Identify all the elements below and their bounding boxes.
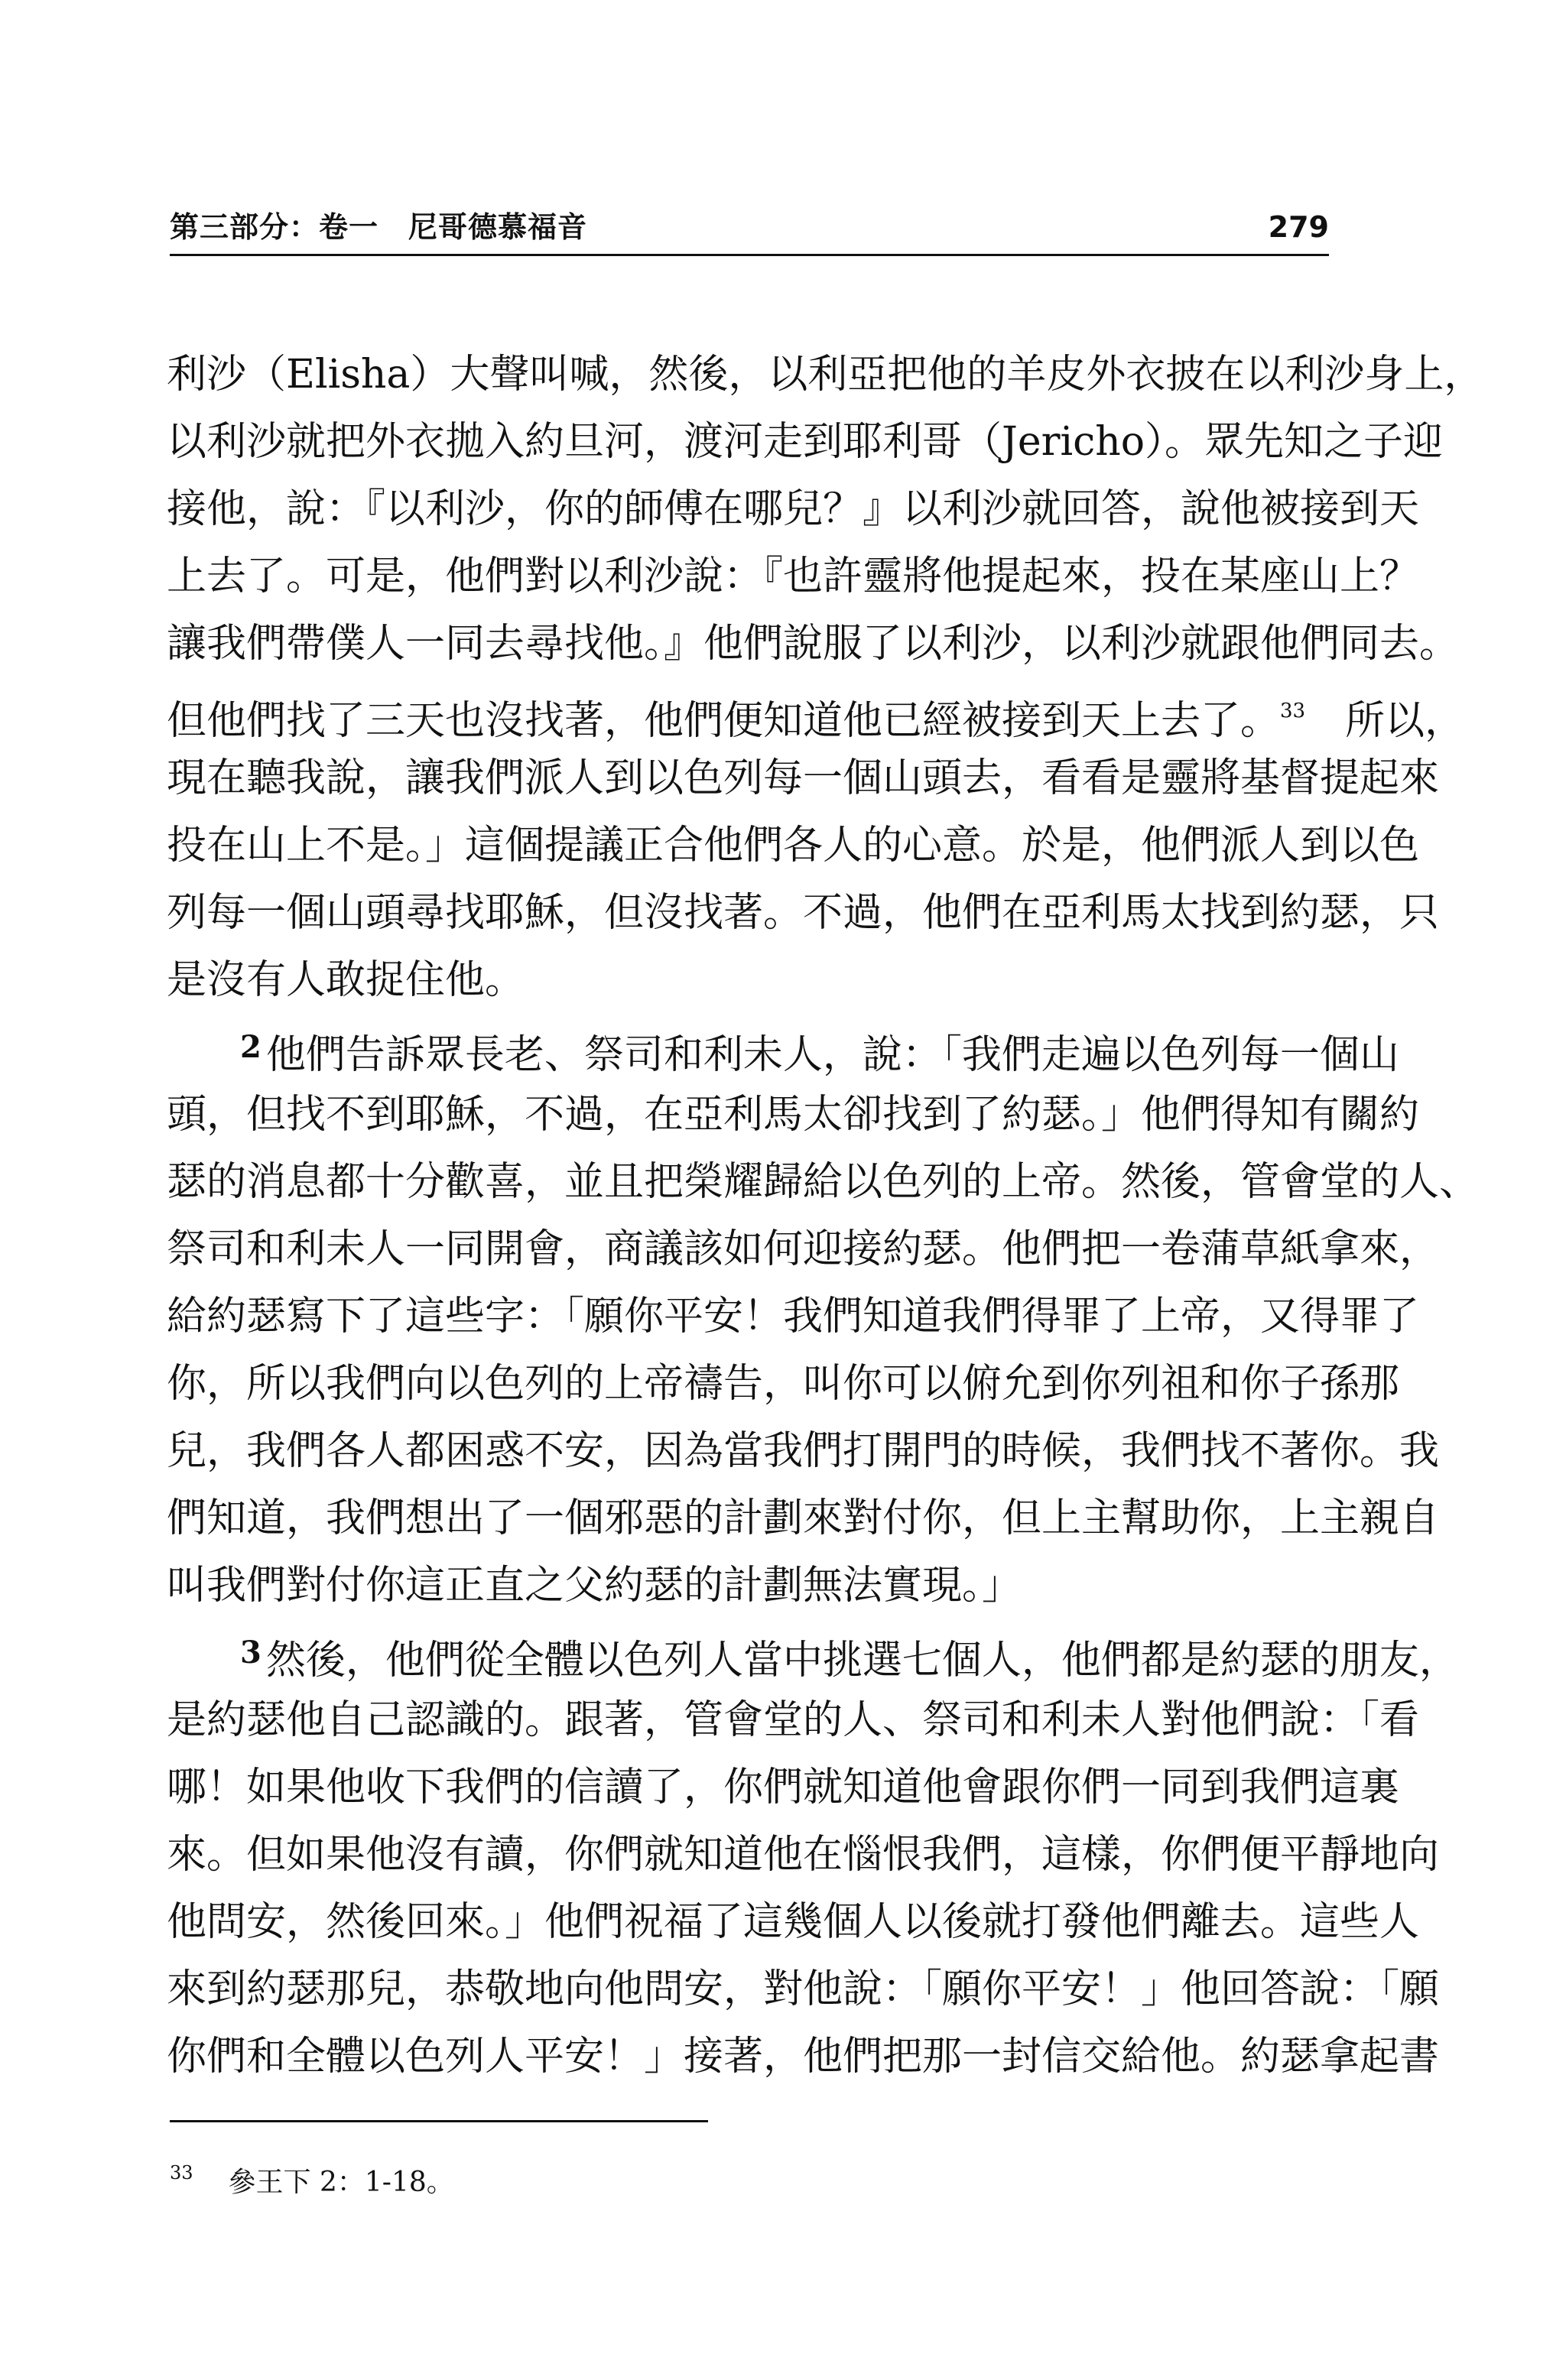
paragraph-3 bbox=[167, 1619, 1459, 2090]
text-line: 來。但如果他沒有讀，你們就知道他在惱恨我們，這樣，你們便平靜地向 bbox=[167, 1832, 1440, 1878]
text-segment: 但他們找了三天也沒找著，他們便知道他已經被接到天上去了。 bbox=[167, 698, 1281, 744]
text-line: 現在聽我說，讓我們派人到以色列每一個山頭去，看看是靈將基督提起來 bbox=[167, 755, 1440, 801]
text-line: 上去了。可是，他們對以利沙說：『也許靈將他提起來，投在某座山上？ bbox=[167, 554, 1420, 599]
text-line: 給約瑟寫下了這些字：「願你平安！我們知道我們得罪了上帝，又得罪了 bbox=[167, 1294, 1420, 1339]
page-number: 279 bbox=[1268, 210, 1329, 244]
text-line: 以利沙就把外衣拋入約旦河，渡河走到耶利哥（Jericho）。眾先知之子迎 bbox=[167, 419, 1444, 465]
text-line: 接他，說：『以利沙，你的師傅在哪兒？』以利沙就回答，說他被接到天 bbox=[167, 486, 1420, 532]
text-line: 投在山上不是。」這個提議正合他們各人的心意。於是，他們派人到以色 bbox=[167, 823, 1420, 869]
text-line: 來到約瑟那兒，恭敬地向他問安，對他說：「願你平安！」他回答說：「願 bbox=[167, 1966, 1440, 2012]
text-line: 利沙（Elisha）大聲叫喊，然後，以利亞把他的羊皮外衣披在以利沙身上， bbox=[167, 352, 1484, 398]
footnote bbox=[170, 2150, 454, 2206]
text-line: 哪！如果他收下我們的信讀了，你們就知道他會跟你們一同到我們這裏 bbox=[167, 1765, 1400, 1810]
text-line: 瑟的消息都十分歡喜，並且把榮耀歸給以色列的上帝。然後，管會堂的人、 bbox=[167, 1159, 1480, 1205]
paragraph-2 bbox=[167, 1014, 1480, 1619]
text-line: 們知道，我們想出了一個邪惡的計劃來對付你，但上主幫助你，上主親自 bbox=[167, 1495, 1440, 1541]
text-line: 讓我們帶僕人一同去尋找他。』他們說服了以利沙，以利沙就跟他們同去。 bbox=[167, 621, 1460, 667]
text-segment: 所以， bbox=[1345, 698, 1465, 744]
text-line: 祭司和利未人一同開會，商議該如何迎接約瑟。他們把一卷蒲草紙拿來， bbox=[167, 1226, 1440, 1272]
text-line: 你們和全體以色列人平安！」接著，他們把那一封信交給他。約瑟拿起書 bbox=[167, 2034, 1440, 2080]
text-line-first bbox=[167, 1619, 1459, 1687]
running-title: 第三部分：卷一 尼哥德慕福音 bbox=[170, 210, 588, 244]
text-line-with-footnote bbox=[167, 677, 1465, 745]
verse-number: 2 bbox=[240, 1029, 262, 1065]
running-header bbox=[170, 208, 1329, 256]
footnote-divider bbox=[170, 2120, 708, 2122]
footnote-reference: 33 bbox=[1280, 700, 1306, 722]
text-line-first bbox=[167, 1014, 1399, 1081]
footnote-marker: 33 bbox=[170, 2162, 193, 2184]
paragraph-1 bbox=[167, 341, 1484, 1014]
text-line: 兒，我們各人都困惑不安，因為當我們打開門的時候，我們找不著你。我 bbox=[167, 1428, 1440, 1474]
footnote-text: 參王下 2：1-18。 bbox=[228, 2167, 454, 2198]
text-line: 他問安，然後回來。」他們祝福了這幾個人以後就打發他們離去。這些人 bbox=[167, 1899, 1420, 1945]
text-segment: 他們告訴眾長老、祭司和利未人，說：「我們走遍以色列每一個山 bbox=[265, 1032, 1399, 1078]
text-line: 叫我們對付你這正直之父約瑟的計劃無法實現。」 bbox=[167, 1563, 1022, 1609]
text-line: 列每一個山頭尋找耶穌，但沒找著。不過，他們在亞利馬太找到約瑟，只 bbox=[167, 890, 1440, 936]
text-line: 是約瑟他自己認識的。跟著，管會堂的人、祭司和利未人對他們說：「看 bbox=[167, 1697, 1420, 1743]
text-line: 你，所以我們向以色列的上帝禱告，叫你可以俯允到你列祖和你子孫那 bbox=[167, 1361, 1400, 1407]
verse-number: 3 bbox=[240, 1635, 262, 1671]
text-line: 是沒有人敢捉住他。 bbox=[167, 957, 525, 1003]
text-segment: 然後，他們從全體以色列人當中挑選七個人，他們都是約瑟的朋友， bbox=[265, 1638, 1459, 1684]
body-text bbox=[167, 341, 1484, 2090]
text-line: 頭，但找不到耶穌，不過，在亞利馬太卻找到了約瑟。」他們得知有關約 bbox=[167, 1092, 1420, 1138]
